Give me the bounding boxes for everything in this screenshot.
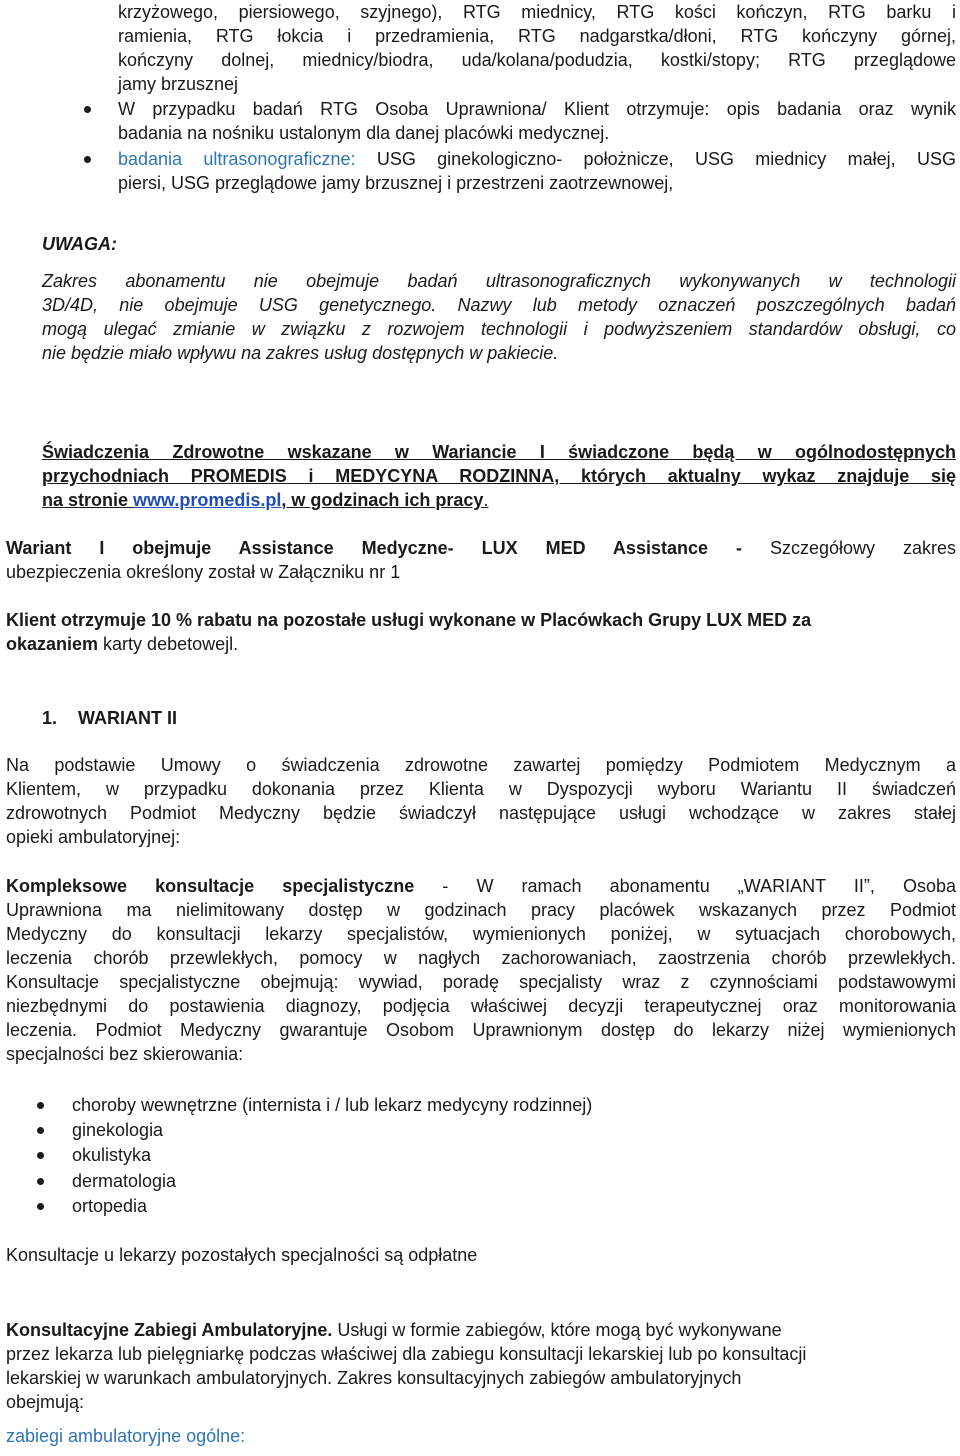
zabiegi-paragraph — [6, 1318, 956, 1414]
bullet-icon — [37, 1102, 44, 1109]
text-line: mogą ulegać zmianie w związku z rozwojem technologii i podwyższeniem standardów obsługi, co — [42, 319, 956, 339]
text-line: Uprawniona ma nielimitowany dostęp w godzinach pracy placówek wskazanych przez Podmiot — [6, 900, 956, 920]
rtg-list-continuation — [118, 0, 956, 96]
text-line: leczenia. Podmiot Medyczny gwarantuje Osobom Uprawnionym dostęp do lekarzy niżej wymienionych — [6, 1020, 956, 1040]
bullet-icon — [37, 1203, 44, 1210]
section-number: 1. — [42, 708, 58, 728]
text-run: na stronie — [42, 490, 134, 510]
text-line: zdrowotnych Podmiot Medyczny będzie świadczył następujące usługi wchodzące w zakres stałej — [6, 803, 956, 823]
text-line: przychodniach PROMEDIS i MEDYCYNA RODZINNA, których aktualny wykaz znajduje się — [42, 466, 956, 486]
usg-heading: badania ultrasonograficzne: — [118, 149, 356, 169]
uwaga-label: UWAGA: — [42, 234, 117, 254]
text-line: Klientem, w przypadku dokonania przez Klienta w Dyspozycji wyboru Wariantu II świadczeń — [6, 779, 956, 799]
konsultacje-paragraph — [6, 874, 956, 1066]
text-run: , w godzinach ich pracy — [281, 490, 484, 510]
text-run: Kompleksowe konsultacje specjalistyczne — [6, 876, 415, 896]
zabiegi-ogolne-heading: zabiegi ambulatoryjne ogólne: — [6, 1426, 246, 1446]
promedis-link[interactable]: www.promedis.pl — [133, 490, 282, 510]
text-line: Konsultacje specjalistyczne obejmują: wywiad, poradę specjalisty wraz z czynnościami podstawowymi — [6, 972, 956, 992]
text-run: Konsultacyjne Zabiegi Ambulatoryjne. — [6, 1320, 333, 1340]
text-line: przez lekarza lub pielęgniarkę podczas właściwej dla zabiegu konsultacji lekarskiej lub po konsultacji — [6, 1344, 807, 1364]
uwaga-text — [42, 269, 956, 365]
rabat-note — [6, 608, 956, 656]
text-line: opieki ambulatoryjnej: — [6, 827, 181, 847]
wariant-1-assistance — [6, 536, 956, 584]
text-run: Usługi w formie zabiegów, które mogą być wykonywane — [332, 1320, 782, 1340]
text-line: nie będzie miało wpływu na zakres usług dostępnych w pakiecie. — [42, 343, 559, 363]
text-line: jamy brzusznej — [118, 74, 239, 94]
list-item: ortopedia — [72, 1196, 148, 1216]
text-line: Klient otrzymuje 10 % rabatu na pozostałe usługi wykonane w Placówkach Grupy LUX MED za — [6, 610, 812, 630]
section-title: WARIANT II — [78, 708, 177, 728]
text-line: krzyżowego, piersiowego, szyjnego), RTG miednicy, RTG kości kończyn, RTG barku i — [118, 2, 956, 22]
text-run: . — [483, 490, 489, 510]
odplatne-note: Konsultacje u lekarzy pozostałych specjalności są odpłatne — [6, 1245, 478, 1265]
list-item: dermatologia — [72, 1171, 177, 1191]
text-line: niezbędnymi do postawienia diagnozy, podjęcia właściwej decyzji terapeutycznej oraz monitorowania — [6, 996, 956, 1016]
text-run: USG ginekologiczno- położnicze, USG miednicy małej, USG — [355, 149, 956, 169]
text-line: piersi, USG przeglądowe jamy brzusznej i przestrzeni zaotrzewnowej, — [118, 173, 674, 193]
text-line: ubezpieczenia określony został w Załączniku nr 1 — [6, 562, 401, 582]
text-line: Świadczenia Zdrowotne wskazane w Wariancie I świadczone będą w ogólnodostępnych — [42, 442, 956, 462]
bullet-icon — [37, 1127, 44, 1134]
text-line: obejmują: — [6, 1392, 85, 1412]
text-run: okazaniem — [6, 634, 99, 654]
list-item: okulistyka — [72, 1145, 152, 1165]
text-line: leczenia chorób przewlekłych, pomocy w nagłych zachorowaniach, zaostrzenia chorób przewlekłych. — [6, 948, 956, 968]
rtg-result-note — [118, 97, 956, 145]
swiadczenia-note — [42, 440, 956, 512]
text-line: Zakres abonamentu nie obejmuje badań ultrasonograficznych wykonywanych w technologii — [42, 271, 956, 291]
text-line: specjalności bez skierowania: — [6, 1044, 244, 1064]
text-run: Szczegółowy zakres — [741, 538, 956, 558]
text-run: - W ramach abonamentu „WARIANT II”, Osoba — [414, 876, 956, 896]
text-run: Wariant I obejmuje Assistance Medyczne- LUX MED Assistance - — [6, 538, 742, 558]
text-line: W przypadku badań RTG Osoba Uprawniona/ Klient otrzymuje: opis badania oraz wynik — [118, 99, 956, 119]
bullet-icon — [37, 1152, 44, 1159]
text-line: Na podstawie Umowy o świadczenia zdrowotne zawartej pomiędzy Podmiotem Medycznym a — [6, 755, 956, 775]
list-item: choroby wewnętrzne (internista i / lub lekarz medycyny rodzinnej) — [72, 1095, 593, 1115]
bullet-icon — [84, 156, 91, 163]
umowa-paragraph — [6, 753, 956, 849]
text-line: ramienia, RTG łokcia i przedramienia, RTG nadgarstka/dłoni, RTG kończyny górnej, — [118, 26, 956, 46]
text-line: Medyczny do konsultacji lekarzy specjalistów, wymienionych poniżej, w sytuacjach chorobowych, — [6, 924, 956, 944]
list-item: ginekologia — [72, 1120, 164, 1140]
bullet-icon — [84, 106, 91, 113]
text-line: 3D/4D, nie obejmuje USG genetycznego. Nazwy lub metody oznaczeń poszczególnych badań — [42, 295, 956, 315]
text-line: badania na nośniku ustalonym dla danej placówki medycznej. — [118, 123, 610, 143]
usg-list — [118, 147, 956, 195]
bullet-icon — [37, 1178, 44, 1185]
text-line: lekarskiej w warunkach ambulatoryjnych. Zakres konsultacyjnych zabiegów ambulatoryjnych — [6, 1368, 742, 1388]
text-line: kończyny dolnej, miednicy/biodra, uda/kolana/podudzia, kostki/stopy; RTG przeglądowe — [118, 50, 956, 70]
text-run: karty debetowejl. — [98, 634, 239, 654]
